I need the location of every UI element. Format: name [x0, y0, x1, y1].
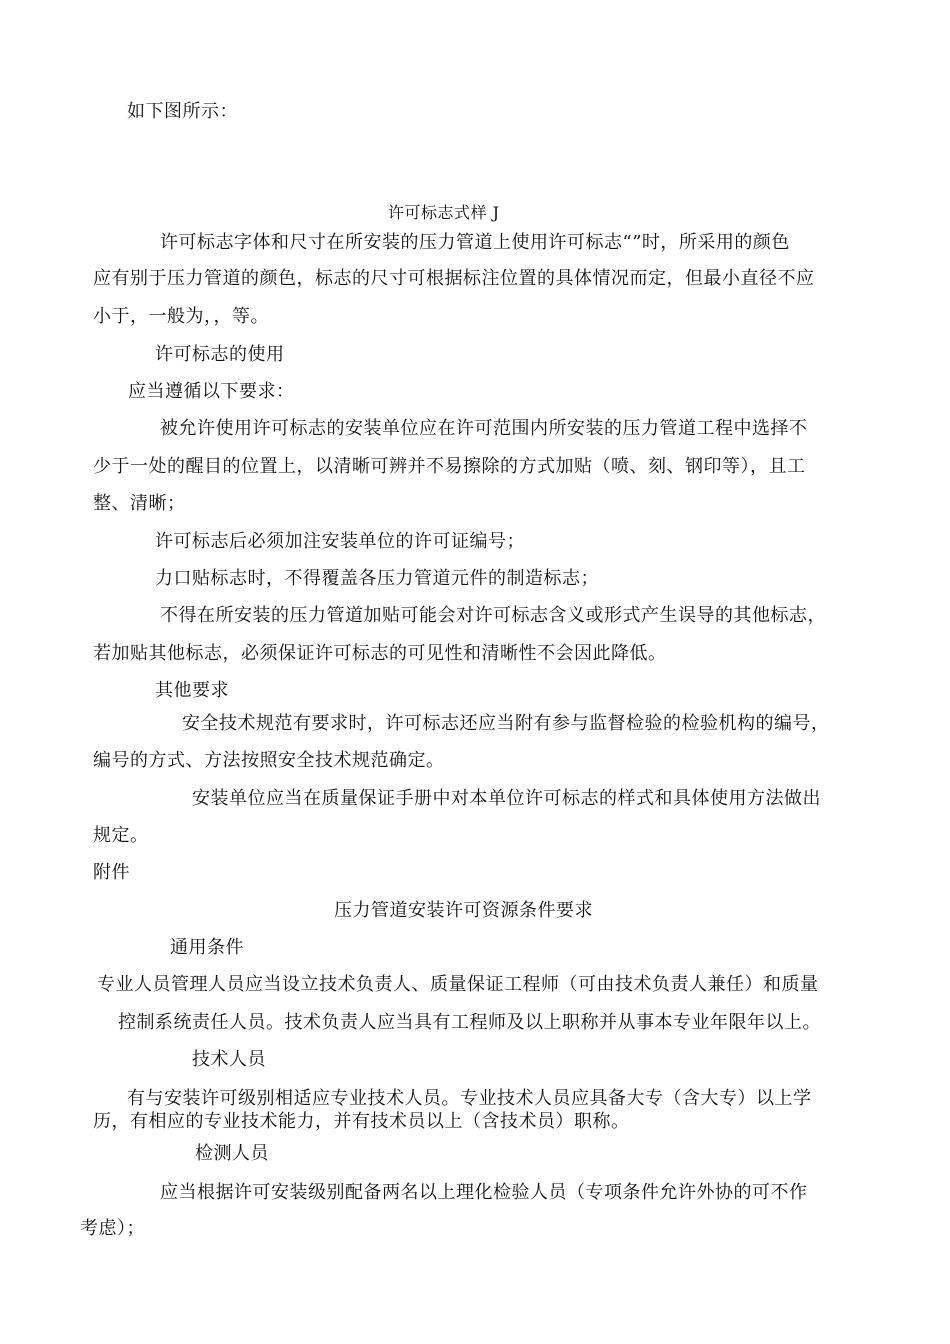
attachment-title: 压力管道安装许可资源条件要求 [334, 900, 593, 921]
section-heading: 其他要求 [155, 680, 229, 701]
paragraph-line: 编号的方式、方法按照安全技术规范确定。 [93, 750, 445, 771]
paragraph-line: 应有别于压力管道的颜色，标志的尺寸可根据标注位置的具体情况而定，但最小直径不应 [93, 268, 815, 289]
paragraph-line: 被允许使用许可标志的安装单位应在许可范围内所安装的压力管道工程中选择不 [160, 418, 808, 439]
paragraph-line: 有与安装许可级别相适应专业技术人员。专业技术人员应具备大专（含大专）以上学 [127, 1088, 812, 1109]
section-heading: 通用条件 [170, 937, 244, 958]
paragraph-line: 许可标志字体和尺寸在所安装的压力管道上使用许可标志“”时，所采用的颜色 [160, 232, 790, 253]
paragraph-line: 规定。 [93, 825, 149, 846]
paragraph-line: 安装单位应当在质量保证手册中对本单位许可标志的样式和具体使用方法做出 [192, 788, 821, 809]
paragraph-line: 应当遵循以下要求： [128, 381, 295, 402]
intro-text: 如下图所示： [127, 101, 238, 122]
paragraph-line: 小于，一般为，，等。 [93, 306, 269, 327]
paragraph-line: 考虑）； [80, 1218, 145, 1239]
paragraph-line: 若加贴其他标志，必须保证许可标志的可见性和清晰性不会因此降低。 [93, 643, 667, 664]
paragraph-line: 历，有相应的专业技术能力，并有技术员以上（含技术员）职称。 [93, 1111, 630, 1132]
paragraph-line: 许可标志后必须加注安装单位的许可证编号； [155, 531, 525, 552]
paragraph-line: 少于一处的醒目的位置上，以清晰可辨并不易擦除的方式加贴（喷、刻、钢印等），且工 [93, 456, 806, 477]
figure-caption: 许可标志式样 J [388, 203, 500, 222]
paragraph-line: 应当根据许可安装级别配备两名以上理化检验人员（专项条件允许外协的可不作 [160, 1182, 808, 1203]
paragraph-line: 控制系统责任人员。技术负责人应当具有工程师及以上职称并从事本专业年限年以上。 [118, 1012, 821, 1033]
section-heading: 检测人员 [195, 1143, 269, 1164]
paragraph-line: 安全技术规范有要求时，许可标志还应当附有参与监督检验的检验机构的编号， [182, 713, 830, 734]
section-heading: 许可标志的使用 [155, 344, 285, 365]
section-heading: 技术人员 [192, 1049, 266, 1070]
paragraph-line: 力口贴标志时，不得覆盖各压力管道元件的制造标志； [155, 568, 599, 589]
paragraph-line: 整、清晰； [93, 493, 186, 514]
attachment-label: 附件 [93, 862, 130, 883]
paragraph-line: 不得在所安装的压力管道加贴可能会对许可标志含义或形式产生误导的其他标志， [160, 605, 826, 626]
paragraph-line: 专业人员管理人员应当设立技术负责人、质量保证工程师（可由技术负责人兼任）和质量 [97, 974, 819, 995]
